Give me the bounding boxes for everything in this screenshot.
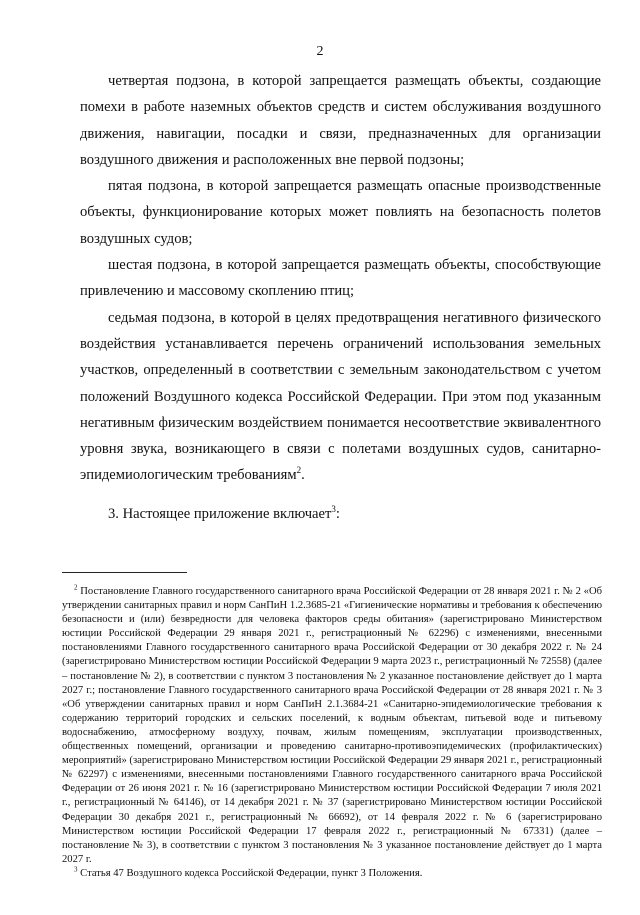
paragraph-subzone-5: пятая подзона, в которой запрещается размещать опасные производственные объекты, функционирование которых может повлиять на безопасность полетов воздушных судов;: [80, 178, 601, 247]
body-text: [80, 68, 601, 527]
paragraph-subzone-4: четвертая подзона, в которой запрещается размещать объекты, создающие помехи в работе наземных объектов средств и систем обслуживания воздушного движения, навигации, посадки и связи, предназначенных для организации воздушного движения и расположенных вне первой подзоны;: [80, 73, 601, 168]
footnote-3: $^3$ Статья 47 Воздушного кодекса Российской Федерации, пункт 3 Положения.: [74, 865, 423, 879]
footnote-separator: [62, 572, 187, 573]
paragraph-subzone-6: шестая подзона, в которой запрещается размещать объекты, способствующие привлечению и массовому скоплению птиц;: [80, 257, 601, 300]
footnote-ref-2[interactable]: 2: [296, 465, 302, 476]
footnote-2: $^2$ Постановление Главного государственного санитарного врача Российской Федерации от 28 января 2021 г. № 2 «Об утверждении санитарных правил и норм СанПиН 1.2.3685-21 «Гигиенические нормативы и требования к обеспечению безопасности и (или) безвредности для человека факторов среды обитания» (зарегистрировано Министерством юстиции Российской Федерации 29 января 2021 г., регистрационный № 62296) с изменениями, внесенными постановлениями Главного государственного санитарного врача Российской Федерации от 30 декабря 2022 г. № 24 (зарегистрировано Министерством юстиции Российской Федерации 9 марта 2023 г., регистрационный № 72558) (далее – постановление № 2), в соответствии с пунктом 3 постановления № 2 указанное постановление действует до 1 марта 2027 г.; постановление Главного государственного санитарного врача Российской Федерации от 28 января 2021 г. № 3 «Об утверждении санитарных правил и норм СанПиН 2.1.3684-21 «Санитарно-эпидемиологические требования к содержанию территорий городских и сельских поселений, к водным объектам, питьевой воде и питьевому водоснабжению, атмосферному воздуху, почвам, жилым помещениям, эксплуатации производственных, общественных помещений, организации и проведению санитарно-противоэпидемических (профилактических) мероприятий» (зарегистрировано Министерством юстиции Российской Федерации 29 января 2021 г., регистрационный № 62297) с изменениями, внесенными постановлениями Главного государственного санитарного врача Российской Федерации от 26 июня 2021 г. № 16 (зарегистрировано Министерством юстиции Российской Федерации 7 июля 2021 г., регистрационный № 64146), от 14 декабря 2021 г. № 37 (зарегистрировано Министерством юстиции Российской Федерации 30 декабря 2021 г., регистрационный № 66692), от 14 февраля 2022 г. № 6 (зарегистрировано Министерством юстиции Российской Федерации 17 февраля 2022 г., регистрационный № 67331) (далее – постановление № 3), в соответствии с пунктом 3 постановления № 3 указанное постановление действует до 1 марта 2027 г.: [62, 583, 602, 865]
footnotes: [62, 585, 602, 881]
footnote-mark: 2: [74, 583, 78, 592]
footnote-mark: 3: [74, 865, 78, 874]
footnote-ref-3[interactable]: 3: [331, 503, 336, 514]
paragraph-subzone-7: седьмая подзона, в которой в целях предотвращения негативного физического воздействия устанавливается перечень ограничений использования земельных участков, определенный в соответствии с земельным законодательством с учетом положений Воздушного кодекса Российской Федерации. При этом под указанным негативным физическим воздействием понимается несоответствие эквивалентного уровня звука, возникающего в связи с полетами воздушных судов, санитарно-эпидемиологическим требованиям$^2$.: [80, 309, 601, 484]
page-number: 2: [316, 44, 324, 59]
paragraph-item-3: 3. Настоящее приложение включает$^3$:: [108, 503, 340, 522]
